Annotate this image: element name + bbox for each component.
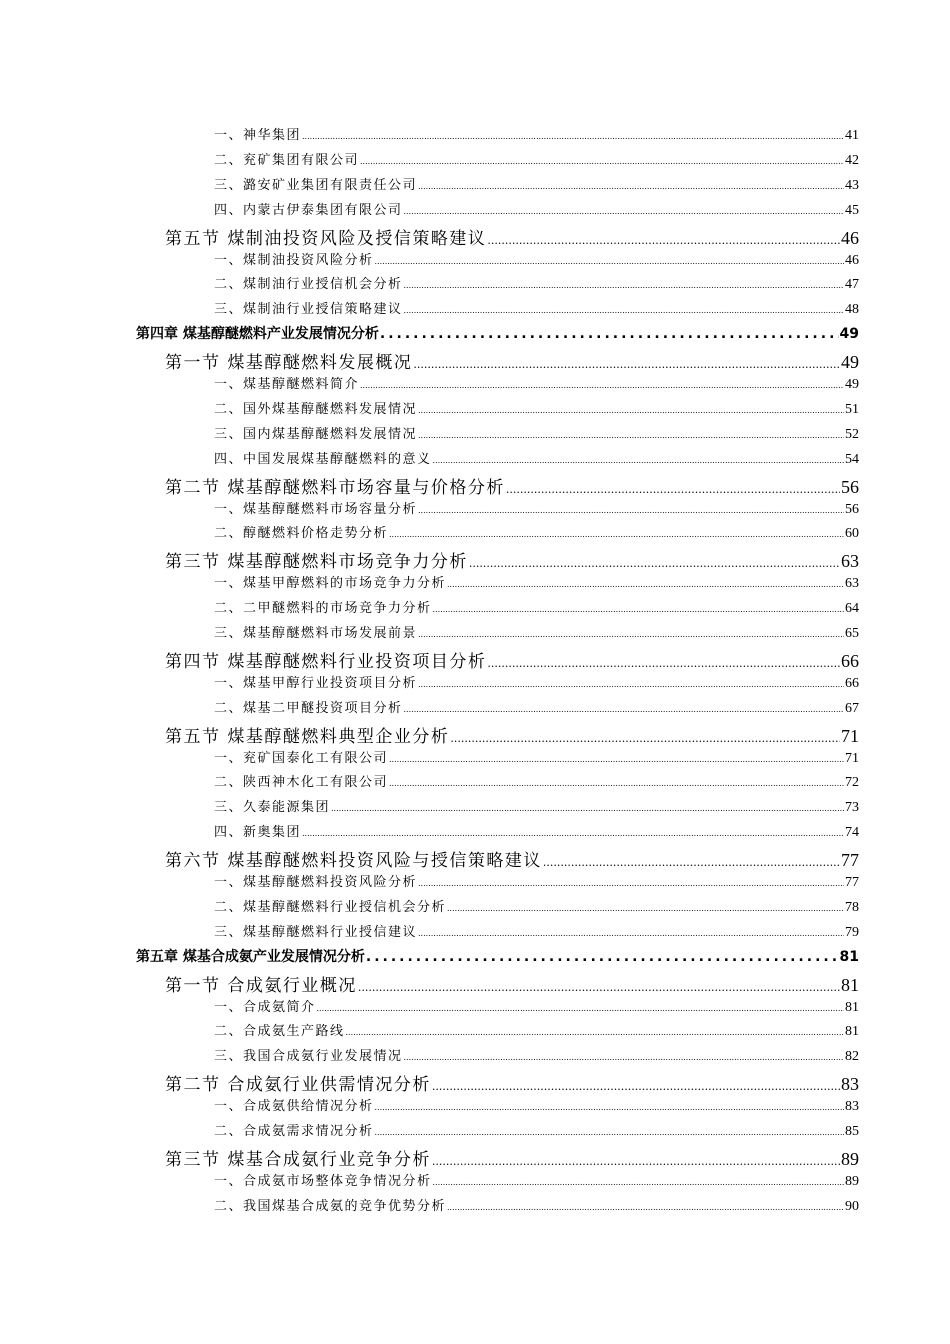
toc-page-number: 66 bbox=[845, 676, 859, 691]
toc-entry-title: 一、兖矿国泰化工有限公司 bbox=[214, 751, 389, 766]
dot-leader bbox=[302, 132, 844, 141]
dot-leader bbox=[375, 257, 844, 266]
dot-leader bbox=[317, 1004, 844, 1013]
toc-page-number: 89 bbox=[845, 1174, 859, 1189]
dot-leader bbox=[375, 1103, 844, 1112]
dot-leader bbox=[404, 1053, 844, 1062]
toc-page-number: 83 bbox=[841, 1074, 859, 1094]
dot-leader bbox=[447, 1203, 844, 1212]
dot-leader bbox=[418, 506, 844, 515]
toc-entry-title: 三、我国合成氨行业发展情况 bbox=[214, 1049, 403, 1064]
toc-page-number: 81 bbox=[841, 975, 859, 995]
dot-leader bbox=[360, 381, 844, 390]
toc-item-entry[interactable] bbox=[214, 298, 859, 318]
toc-page-number: 52 bbox=[845, 427, 859, 442]
toc-section-entry[interactable] bbox=[165, 722, 859, 747]
toc-section-entry[interactable] bbox=[165, 348, 859, 373]
dot-leader bbox=[487, 657, 840, 670]
dot-leader bbox=[413, 358, 840, 371]
toc-item-entry[interactable] bbox=[214, 273, 859, 293]
toc-page-number: 43 bbox=[845, 178, 859, 193]
toc-page-number: 51 bbox=[845, 402, 859, 417]
toc-page-number: 83 bbox=[845, 1099, 859, 1114]
toc-page-number: 49 bbox=[839, 326, 859, 342]
toc-page-number: 74 bbox=[845, 825, 859, 840]
toc-page-number: 64 bbox=[845, 601, 859, 616]
dot-leader bbox=[487, 234, 840, 247]
toc-entry-title: 第一节 合成氨行业概况 bbox=[165, 976, 357, 996]
toc-page-number: 71 bbox=[845, 751, 859, 766]
toc-entry-title: 二、煤基二甲醚投资项目分析 bbox=[214, 701, 403, 716]
toc-entry-title: 第六节 煤基醇醚燃料投资风险与授信策略建议 bbox=[165, 851, 542, 871]
toc-item-entry[interactable] bbox=[214, 249, 859, 269]
toc-page-number: 81 bbox=[845, 1024, 859, 1039]
dot-leader bbox=[418, 680, 844, 689]
toc-page-number: 78 bbox=[845, 900, 859, 915]
toc-entry-title: 二、煤基醇醚燃料行业授信机会分析 bbox=[214, 900, 447, 915]
toc-entry-title: 第二节 煤基醇醚燃料市场容量与价格分析 bbox=[165, 478, 505, 498]
dot-leader bbox=[506, 483, 840, 496]
toc-item-entry[interactable] bbox=[214, 821, 859, 841]
toc-item-entry[interactable] bbox=[214, 996, 859, 1016]
dot-leader bbox=[469, 557, 840, 570]
toc-page-number: 77 bbox=[845, 875, 859, 890]
dot-leader bbox=[418, 431, 844, 440]
toc-page-number: 77 bbox=[841, 850, 859, 870]
dot-leader bbox=[375, 1128, 844, 1137]
toc-item-entry[interactable] bbox=[214, 572, 859, 592]
toc-page-number: 72 bbox=[845, 775, 859, 790]
toc-entry-title: 二、兖矿集团有限公司 bbox=[214, 153, 360, 168]
toc-entry-title: 三、国内煤基醇醚燃料发展情况 bbox=[214, 427, 418, 442]
toc-page-number: 71 bbox=[841, 726, 859, 746]
toc-entry-title: 一、煤基甲醇行业投资项目分析 bbox=[214, 676, 418, 691]
dot-leader bbox=[404, 306, 844, 315]
toc-item-entry[interactable] bbox=[214, 921, 859, 941]
toc-entry-title: 二、合成氨需求情况分析 bbox=[214, 1124, 374, 1139]
toc-page-number: 81 bbox=[839, 949, 859, 965]
dot-leader bbox=[389, 755, 844, 764]
toc-item-entry[interactable] bbox=[214, 871, 859, 891]
toc-page-number: 54 bbox=[845, 452, 859, 467]
toc-page-number: 90 bbox=[845, 1199, 859, 1214]
toc-item-entry[interactable] bbox=[214, 622, 859, 642]
toc-item-entry[interactable] bbox=[214, 771, 859, 791]
toc-item-entry[interactable] bbox=[214, 423, 859, 443]
dot-leader bbox=[331, 804, 844, 813]
dot-leader bbox=[366, 949, 839, 965]
dot-leader bbox=[346, 1028, 844, 1037]
toc-item-entry[interactable] bbox=[214, 1170, 859, 1190]
toc-page-number: 81 bbox=[845, 1000, 859, 1015]
toc-item-entry[interactable] bbox=[214, 373, 859, 393]
toc-item-entry[interactable] bbox=[214, 672, 859, 692]
toc-item-entry[interactable] bbox=[214, 896, 859, 916]
toc-entry-title: 一、煤基醇醚燃料投资风险分析 bbox=[214, 875, 418, 890]
toc-item-entry[interactable] bbox=[214, 448, 859, 468]
toc-page-number: 49 bbox=[841, 352, 859, 372]
dot-leader bbox=[433, 1178, 844, 1187]
toc-entry-title: 二、二甲醚燃料的市场竞争力分析 bbox=[214, 601, 432, 616]
toc-item-entry[interactable] bbox=[214, 398, 859, 418]
dot-leader bbox=[358, 981, 840, 994]
toc-entry-title: 一、合成氨市场整体竞争情况分析 bbox=[214, 1174, 432, 1189]
toc-page-number: 56 bbox=[845, 502, 859, 517]
toc-section-entry[interactable] bbox=[165, 547, 859, 572]
dot-leader bbox=[433, 456, 844, 465]
toc-item-entry[interactable] bbox=[214, 1195, 859, 1215]
toc-entry-title: 三、煤制油行业授信策略建议 bbox=[214, 302, 403, 317]
toc-entry-title: 第四章 煤基醇醚燃料产业发展情况分析 bbox=[136, 326, 379, 342]
dot-leader bbox=[389, 530, 844, 539]
dot-leader bbox=[404, 705, 844, 714]
toc-item-entry[interactable] bbox=[214, 747, 859, 767]
toc-entry-title: 二、合成氨生产路线 bbox=[214, 1024, 345, 1039]
toc-entry-title: 一、合成氨简介 bbox=[214, 1000, 316, 1015]
toc-entry-title: 一、煤基醇醚燃料简介 bbox=[214, 377, 360, 392]
toc-page-number: 67 bbox=[845, 701, 859, 716]
dot-leader bbox=[418, 879, 844, 888]
toc-section-entry[interactable] bbox=[165, 971, 859, 996]
toc-section-entry[interactable] bbox=[165, 473, 859, 498]
toc-page-number: 45 bbox=[845, 203, 859, 218]
toc-page-number: 66 bbox=[841, 651, 859, 671]
toc-entry-title: 二、醇醚燃料价格走势分析 bbox=[214, 526, 389, 541]
toc-page-number: 89 bbox=[841, 1149, 859, 1169]
toc-section-entry[interactable] bbox=[165, 1070, 859, 1095]
toc-entry-title: 三、久泰能源集团 bbox=[214, 800, 331, 815]
toc-entry-title: 一、煤基醇醚燃料市场容量分析 bbox=[214, 502, 418, 517]
toc-entry-title: 第二节 合成氨行业供需情况分析 bbox=[165, 1075, 431, 1095]
toc-entry-title: 四、新奥集团 bbox=[214, 825, 302, 840]
dot-leader bbox=[389, 779, 844, 788]
toc-entry-title: 第五节 煤制油投资风险及授信策略建议 bbox=[165, 229, 487, 249]
toc-chapter-entry[interactable] bbox=[136, 323, 859, 343]
dot-leader bbox=[360, 157, 844, 166]
toc-page-number: 48 bbox=[845, 302, 859, 317]
toc-item-entry[interactable] bbox=[214, 1120, 859, 1140]
toc-entry-title: 第四节 煤基醇醚燃料行业投资项目分析 bbox=[165, 652, 487, 672]
dot-leader bbox=[404, 207, 844, 216]
toc-item-entry[interactable] bbox=[214, 149, 859, 169]
dot-leader bbox=[418, 929, 844, 938]
toc-item-entry[interactable] bbox=[214, 174, 859, 194]
dot-leader bbox=[543, 856, 840, 869]
toc-page-number: 82 bbox=[845, 1049, 859, 1064]
toc-page-number: 63 bbox=[841, 551, 859, 571]
dot-leader bbox=[418, 182, 844, 191]
toc-item-entry[interactable] bbox=[214, 697, 859, 717]
toc-item-entry[interactable] bbox=[214, 1020, 859, 1040]
toc-section-entry[interactable] bbox=[165, 224, 859, 249]
toc-page-number: 49 bbox=[845, 377, 859, 392]
dot-leader bbox=[433, 605, 844, 614]
toc-item-entry[interactable] bbox=[214, 124, 859, 144]
toc-page-number: 56 bbox=[841, 477, 859, 497]
dot-leader bbox=[450, 732, 840, 745]
toc-page-number: 41 bbox=[845, 128, 859, 143]
toc-item-entry[interactable] bbox=[214, 597, 859, 617]
toc-item-entry[interactable] bbox=[214, 522, 859, 542]
toc-entry-title: 二、煤制油行业授信机会分析 bbox=[214, 277, 403, 292]
toc-entry-title: 第五节 煤基醇醚燃料典型企业分析 bbox=[165, 727, 450, 747]
toc-entry-title: 一、煤制油投资风险分析 bbox=[214, 253, 374, 268]
toc-item-entry[interactable] bbox=[214, 1045, 859, 1065]
toc-item-entry[interactable] bbox=[214, 1095, 859, 1115]
toc-page-number: 46 bbox=[845, 253, 859, 268]
dot-leader bbox=[432, 1080, 840, 1093]
toc-entry-title: 三、煤基醇醚燃料行业授信建议 bbox=[214, 925, 418, 940]
toc-section-entry[interactable] bbox=[165, 1145, 859, 1170]
dot-leader bbox=[447, 580, 844, 589]
toc-item-entry[interactable] bbox=[214, 498, 859, 518]
toc-entry-title: 一、煤基甲醇燃料的市场竞争力分析 bbox=[214, 576, 447, 591]
dot-leader bbox=[418, 630, 844, 639]
toc-entry-title: 二、国外煤基醇醚燃料发展情况 bbox=[214, 402, 418, 417]
dot-leader bbox=[302, 829, 844, 838]
toc-entry-title: 第三节 煤基醇醚燃料市场竞争力分析 bbox=[165, 552, 468, 572]
toc-entry-title: 一、合成氨供给情况分析 bbox=[214, 1099, 374, 1114]
toc-page-number: 46 bbox=[841, 228, 859, 248]
toc-entry-title: 第三节 煤基合成氨行业竞争分析 bbox=[165, 1150, 431, 1170]
toc-page-number: 47 bbox=[845, 277, 859, 292]
toc-entry-title: 第一节 煤基醇醚燃料发展概况 bbox=[165, 353, 413, 373]
toc-page-number: 63 bbox=[845, 576, 859, 591]
dot-leader bbox=[404, 281, 844, 290]
toc-page-number: 65 bbox=[845, 626, 859, 641]
toc-page-number: 42 bbox=[845, 153, 859, 168]
dot-leader bbox=[432, 1155, 840, 1168]
dot-leader bbox=[418, 406, 844, 415]
dot-leader bbox=[380, 326, 839, 342]
toc-entry-title: 三、煤基醇醚燃料市场发展前景 bbox=[214, 626, 418, 641]
toc-page-number: 79 bbox=[845, 925, 859, 940]
toc-item-entry[interactable] bbox=[214, 796, 859, 816]
toc-page-number: 85 bbox=[845, 1124, 859, 1139]
toc-item-entry[interactable] bbox=[214, 199, 859, 219]
toc-page-number: 73 bbox=[845, 800, 859, 815]
toc-section-entry[interactable] bbox=[165, 647, 859, 672]
dot-leader bbox=[447, 904, 844, 913]
toc-entry-title: 四、内蒙古伊泰集团有限公司 bbox=[214, 203, 403, 218]
toc-page-number: 60 bbox=[845, 526, 859, 541]
toc-entry-title: 三、潞安矿业集团有限责任公司 bbox=[214, 178, 418, 193]
toc-chapter-entry[interactable] bbox=[136, 946, 859, 966]
toc-entry-title: 二、我国煤基合成氨的竞争优势分析 bbox=[214, 1199, 447, 1214]
toc-entry-title: 二、陕西神木化工有限公司 bbox=[214, 775, 389, 790]
toc-entry-title: 四、中国发展煤基醇醚燃料的意义 bbox=[214, 452, 432, 467]
toc-entry-title: 一、神华集团 bbox=[214, 128, 302, 143]
toc-entry-title: 第五章 煤基合成氨产业发展情况分析 bbox=[136, 949, 365, 965]
toc-section-entry[interactable] bbox=[165, 846, 859, 871]
